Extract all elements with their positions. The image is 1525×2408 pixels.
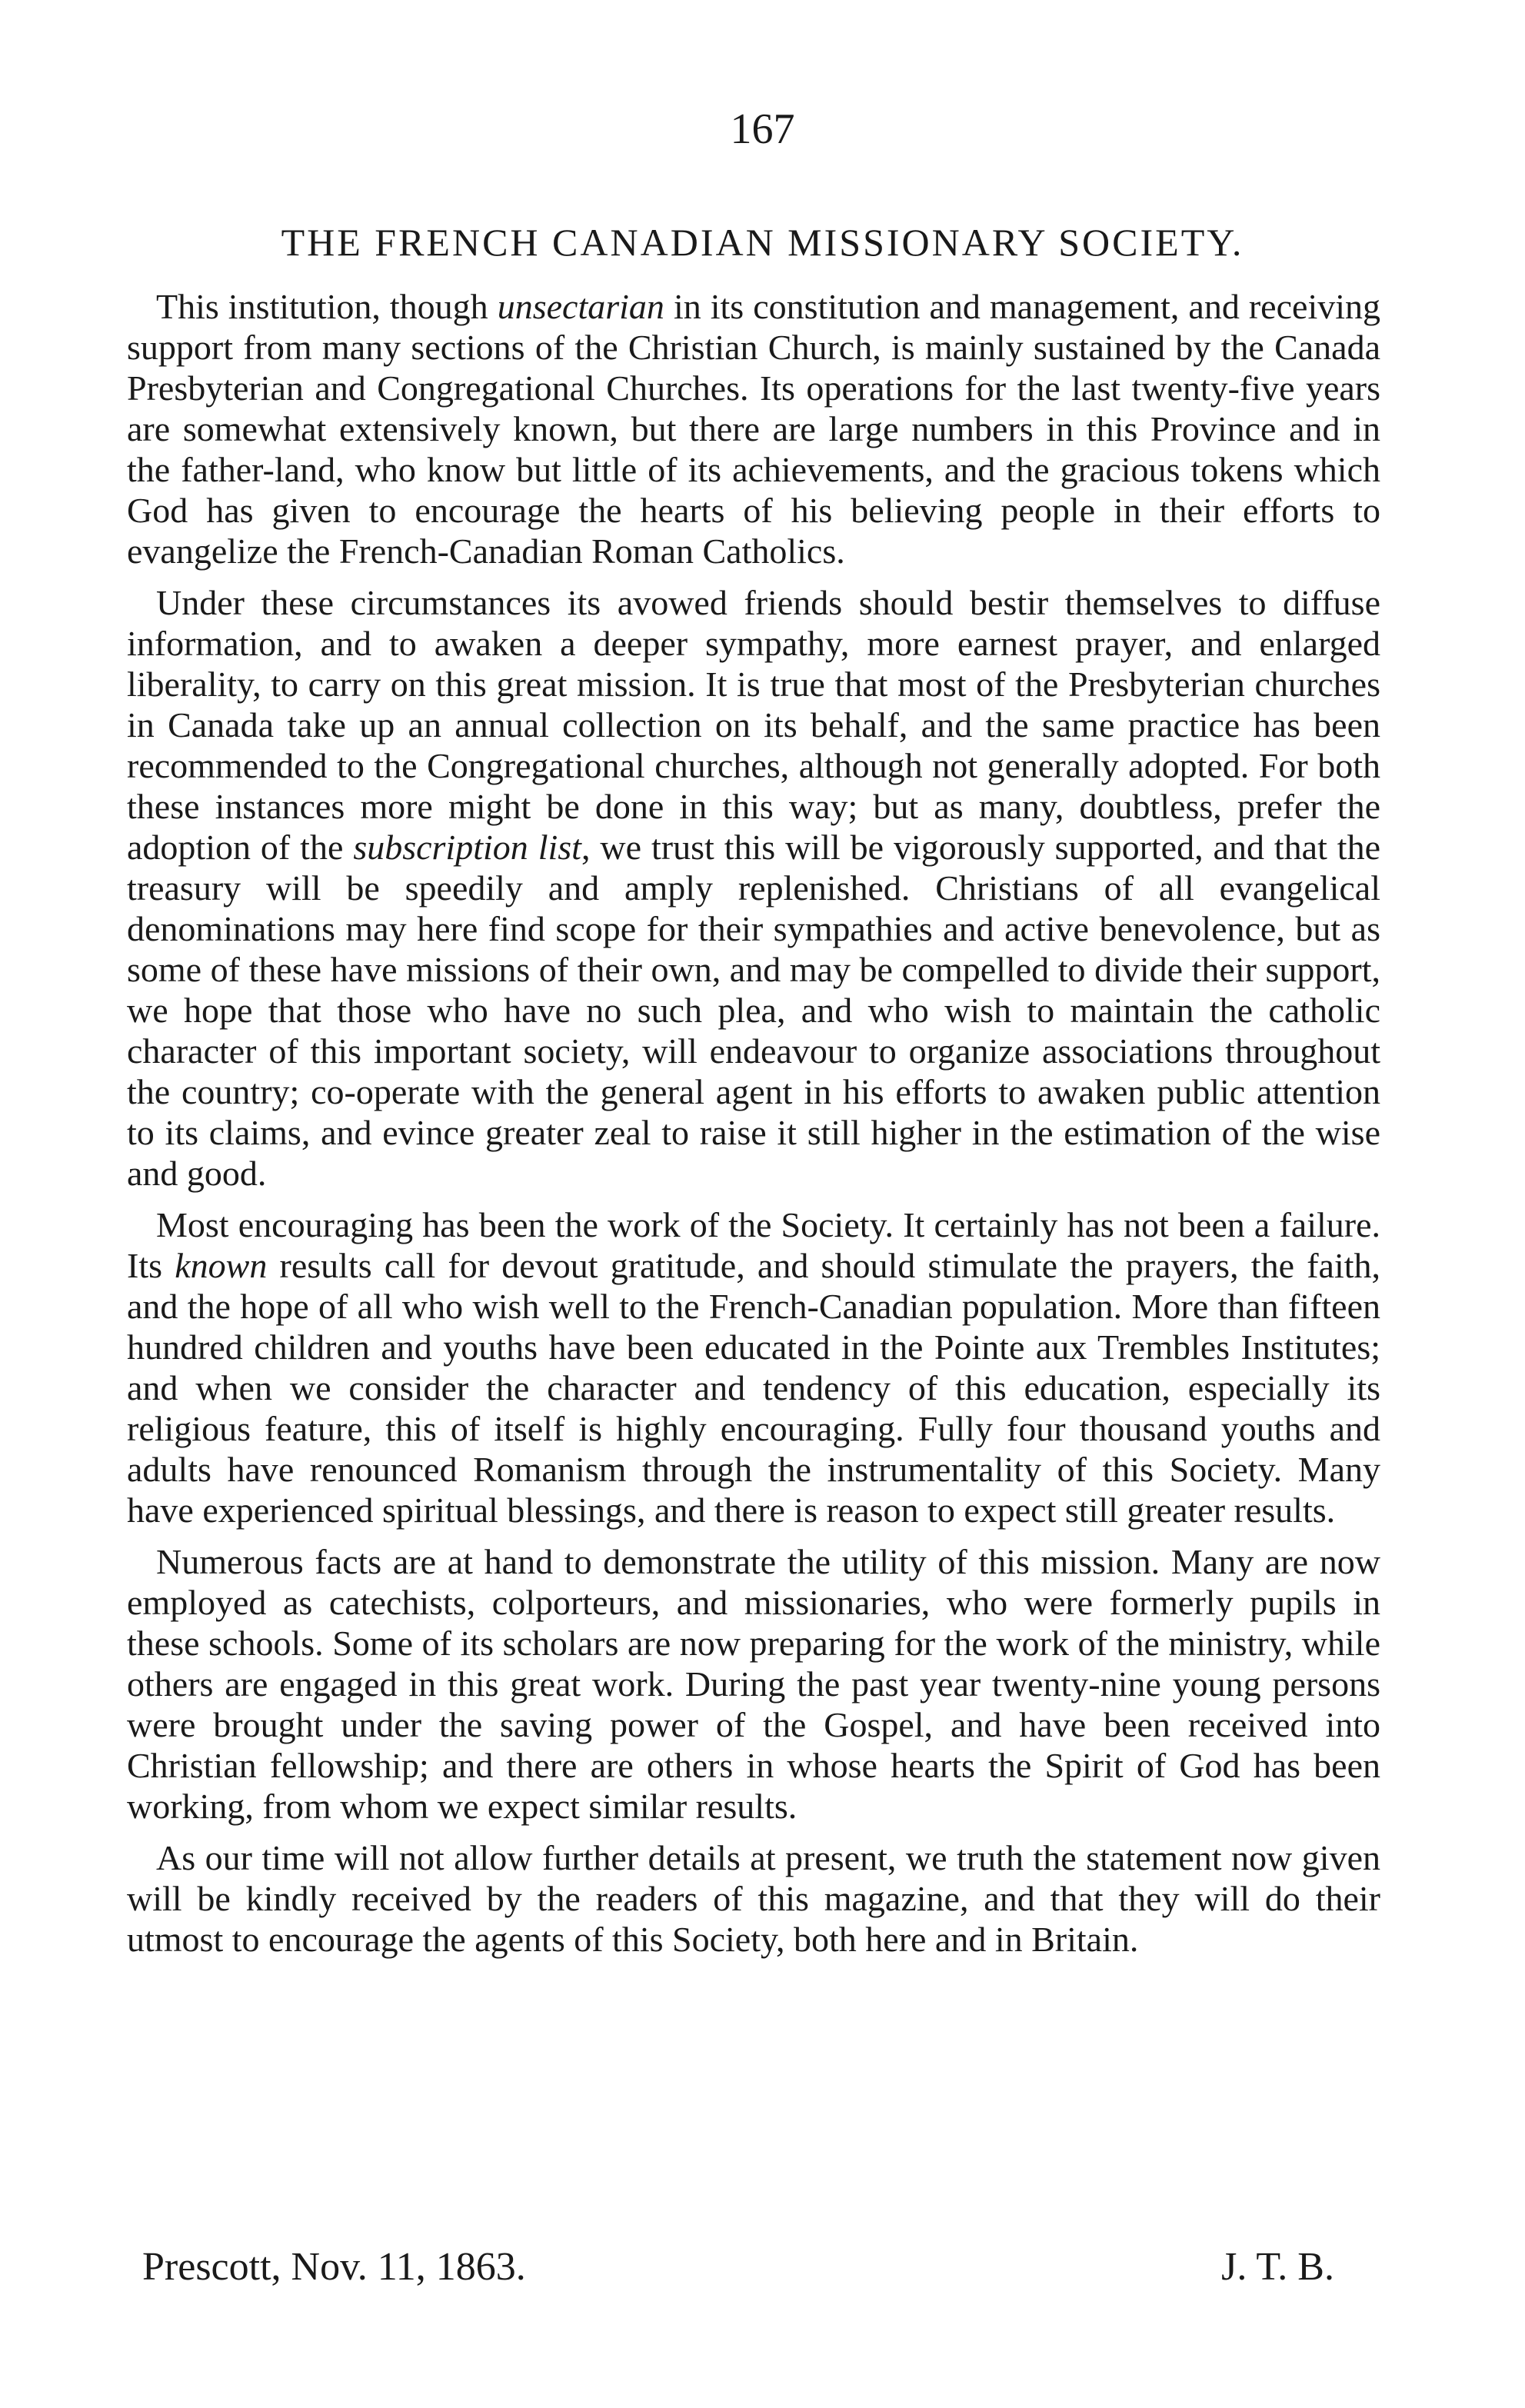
paragraph-4 [127, 1541, 1380, 1827]
article-title: THE FRENCH CANADIAN MISSIONARY SOCIETY. [281, 221, 1244, 264]
article-body [127, 286, 1380, 1970]
paragraph-text: , we trust this will be vigorously supported, and that the treasury will be speedily and amply replenished. Christians of all evangelical denominations may here find scope for their sympathies and active benevolence, but as some of these have missions of their own, and may be compelled to divide their support, we hope that those who have no such plea, and who wish to maintain the catholic character of this important society, will endeavour to organize associations throughout the country; co-operate with the general agent in his efforts to awaken public attention to its claims, and evince greater zeal to raise it still higher in the estimation of the wise and good. [127, 828, 1380, 1193]
signature-line [142, 2247, 1334, 2287]
place-date: Prescott, Nov. 11, 1863. [142, 2245, 526, 2289]
paragraph-text: Most encouraging has been the work of the Society. It certainly has not been a failure. Its [127, 1205, 1380, 1285]
paragraph-2 [127, 582, 1380, 1194]
paragraph-5 [127, 1837, 1380, 1960]
italic-term: unsectarian [497, 287, 664, 326]
italic-term: subscription list [353, 828, 581, 867]
paragraph-text: Numerous facts are at hand to demonstrate the utility of this mission. Many are now employed as catechists, colporteurs, and missionaries, who were formerly pupils in these schools. Some of its scholars are now preparing for the work of the ministry, while others are engaged in this great work. During the past year twenty-nine young persons were brought under the saving power of the Gospel, and have been received into Christian fellowship; and there are others in whose hearts the Spirit of God has been working, from whom we expect similar results. [127, 1542, 1380, 1826]
paragraph-text: As our time will not allow further details at present, we truth the statement now given will be kindly received by the readers of this magazine, and that they will do their utmost to encourage the agents of this Society, both here and in Britain. [127, 1838, 1380, 1959]
page-number: 167 [730, 105, 795, 153]
paragraph-text: Under these circumstances its avowed friends should bestir themselves to diffuse information, and to awaken a deeper sympathy, more earnest prayer, and enlarged liberality, to carry on this great mission. It is true that most of the Presbyterian churches in Canada take up an annual collection on its behalf, and the same practice has been recommended to the Congregational churches, although not generally adopted. For both these instances more might be done in this way; but as many, doubtless, prefer the adoption of the [127, 583, 1380, 867]
author-initials: J. T. B. [1221, 2245, 1334, 2289]
paragraph-text: This institution, though [156, 287, 498, 326]
paragraph-text: in its constitution and management, and receiving support from many sections of the Christian Church, is mainly sustained by the Canada Presbyterian and Congregational Churches. Its operations for the last twenty-five years are somewhat extensively known, but there are large numbers in this Province and in the father-land, who know but little of its achievements, and the gracious tokens which God has given to encourage the hearts of his believing people in their efforts to evangelize the French-Canadian Roman Catholics. [127, 287, 1380, 571]
paragraph-text: results call for devout gratitude, and should stimulate the prayers, the faith, and the hope of all who wish well to the French-Canadian population. More than fifteen hundred children and youths have been educated in the Pointe aux Trembles Institutes; and when we consider the character and tendency of this education, especially its religious feature, this of itself is highly encouraging. Fully four thousand youths and adults have renounced Romanism through the instrumentality of this Society. Many have experienced spiritual blessings, and there is reason to expect still greater results. [127, 1246, 1380, 1530]
paragraph-3 [127, 1204, 1380, 1530]
italic-term: known [175, 1246, 268, 1285]
paragraph-1 [127, 286, 1380, 571]
